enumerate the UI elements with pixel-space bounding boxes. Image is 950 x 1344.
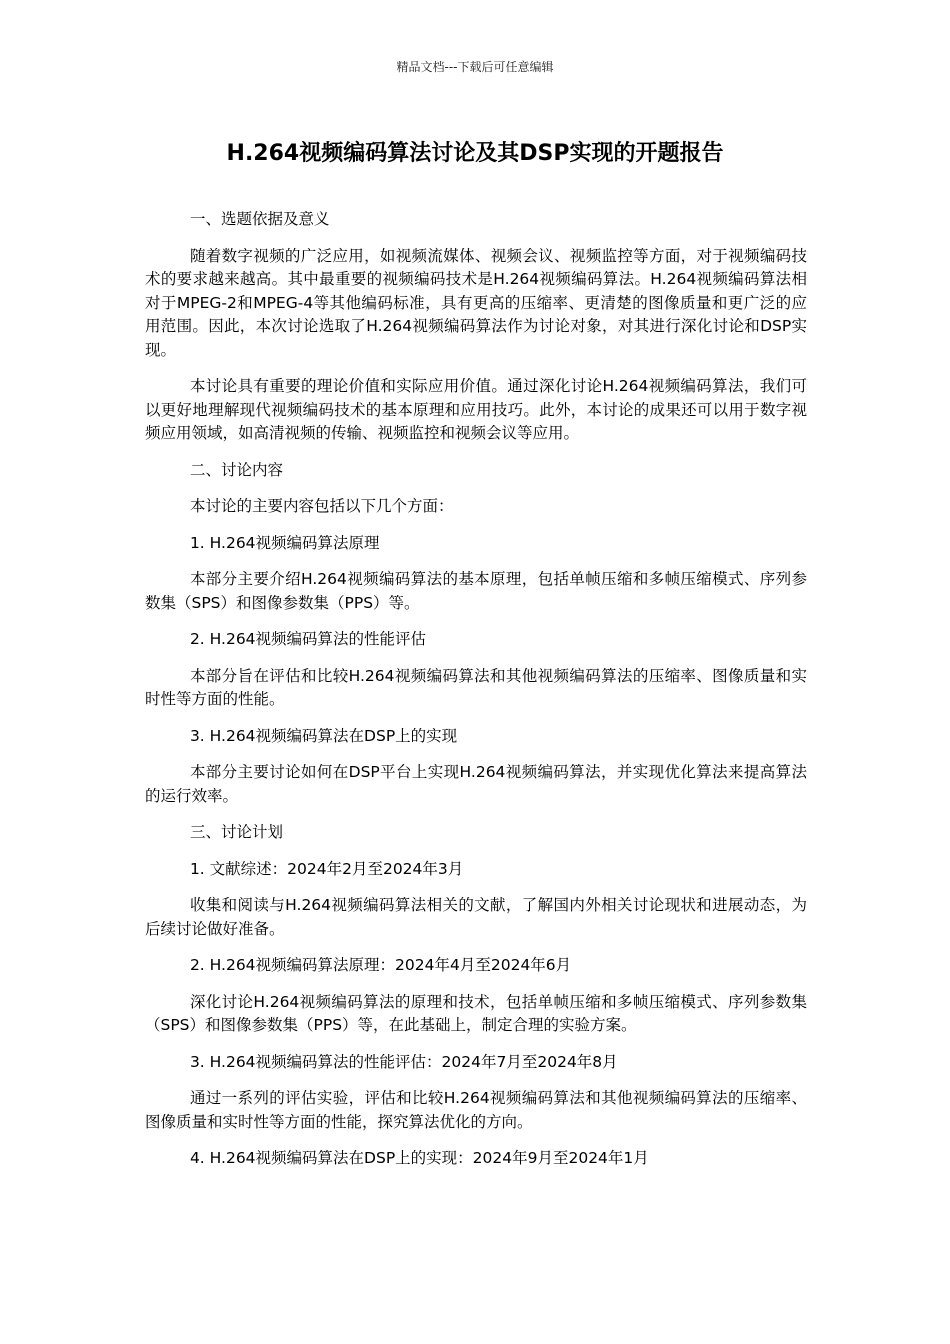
body-paragraph: 收集和阅读与H.264视频编码算法相关的文献，了解国内外相关讨论现状和进展动态，为后续讨论做好准备。 bbox=[145, 896, 807, 938]
section-heading: 三、讨论计划 bbox=[189, 823, 283, 841]
list-item-heading: 3. H.264视频编码算法的性能评估：2024年7月至2024年8月 bbox=[189, 1052, 618, 1071]
body-paragraph: 本部分旨在评估和比较H.264视频编码算法和其他视频编码算法的压缩率、图像质量和实时性等方面的性能。 bbox=[145, 666, 807, 708]
list-item-heading: 3. H.264视频编码算法在DSP上的实现 bbox=[189, 726, 458, 745]
section-heading: 二、讨论内容 bbox=[189, 460, 283, 479]
body-paragraph: 本讨论的主要内容包括以下几个方面： bbox=[189, 497, 454, 515]
list-item-heading: 1. H.264视频编码算法原理 bbox=[189, 533, 380, 552]
body-paragraph: 本讨论具有重要的理论价值和实际应用价值。通过深化讨论H.264视频编码算法，我们可以更好地理解现代视频编码技术的基本原理和应用技巧。此外，本讨论的成果还可以用于数字视频应用领域，如高清视频的传输、视频监控和视频会议等应用。 bbox=[145, 377, 807, 442]
document-title: H.264视频编码算法讨论及其DSP实现的开题报告 bbox=[226, 141, 724, 166]
list-item-heading: 2. H.264视频编码算法的性能评估 bbox=[189, 630, 427, 648]
body-paragraph: 本部分主要讨论如何在DSP平台上实现H.264视频编码算法，并实现优化算法来提高算法的运行效率。 bbox=[145, 763, 807, 805]
body-paragraph: 本部分主要介绍H.264视频编码算法的基本原理，包括单帧压缩和多帧压缩模式、序列参数集（SPS）和图像参数集（PPS）等。 bbox=[145, 570, 807, 612]
document-body bbox=[145, 208, 807, 1184]
page-header-note: 精品文档---下载后可任意编辑 bbox=[396, 60, 554, 74]
list-item-heading: 4. H.264视频编码算法在DSP上的实现：2024年9月至2024年1月 bbox=[189, 1149, 649, 1167]
body-paragraph: 通过一系列的评估实验，评估和比较H.264视频编码算法和其他视频编码算法的压缩率、图像质量和实时性等方面的性能，探究算法优化的方向。 bbox=[145, 1089, 807, 1131]
body-paragraph: 随着数字视频的广泛应用，如视频流媒体、视频会议、视频监控等方面，对于视频编码技术的要求越来越高。其中最重要的视频编码技术是H.264视频编码算法。H.264视频编码算法相对于MPEG-2和MPEG-4等其他编码标准，具有更高的压缩率、更清楚的图像质量和更广泛的应用范围。因此，本次讨论选取了H.264视频编码算法作为讨论对象，对其进行深化讨论和DSP实现。 bbox=[145, 246, 807, 359]
list-item-heading: 2. H.264视频编码算法原理：2024年4月至2024年6月 bbox=[189, 956, 572, 974]
body-paragraph: 深化讨论H.264视频编码算法的原理和技术，包括单帧压缩和多帧压缩模式、序列参数集（SPS）和图像参数集（PPS）等，在此基础上，制定合理的实验方案。 bbox=[145, 992, 807, 1034]
section-heading: 一、选题依据及意义 bbox=[189, 210, 330, 228]
list-item-heading: 1. 文献综述：2024年2月至2024年3月 bbox=[189, 859, 464, 878]
